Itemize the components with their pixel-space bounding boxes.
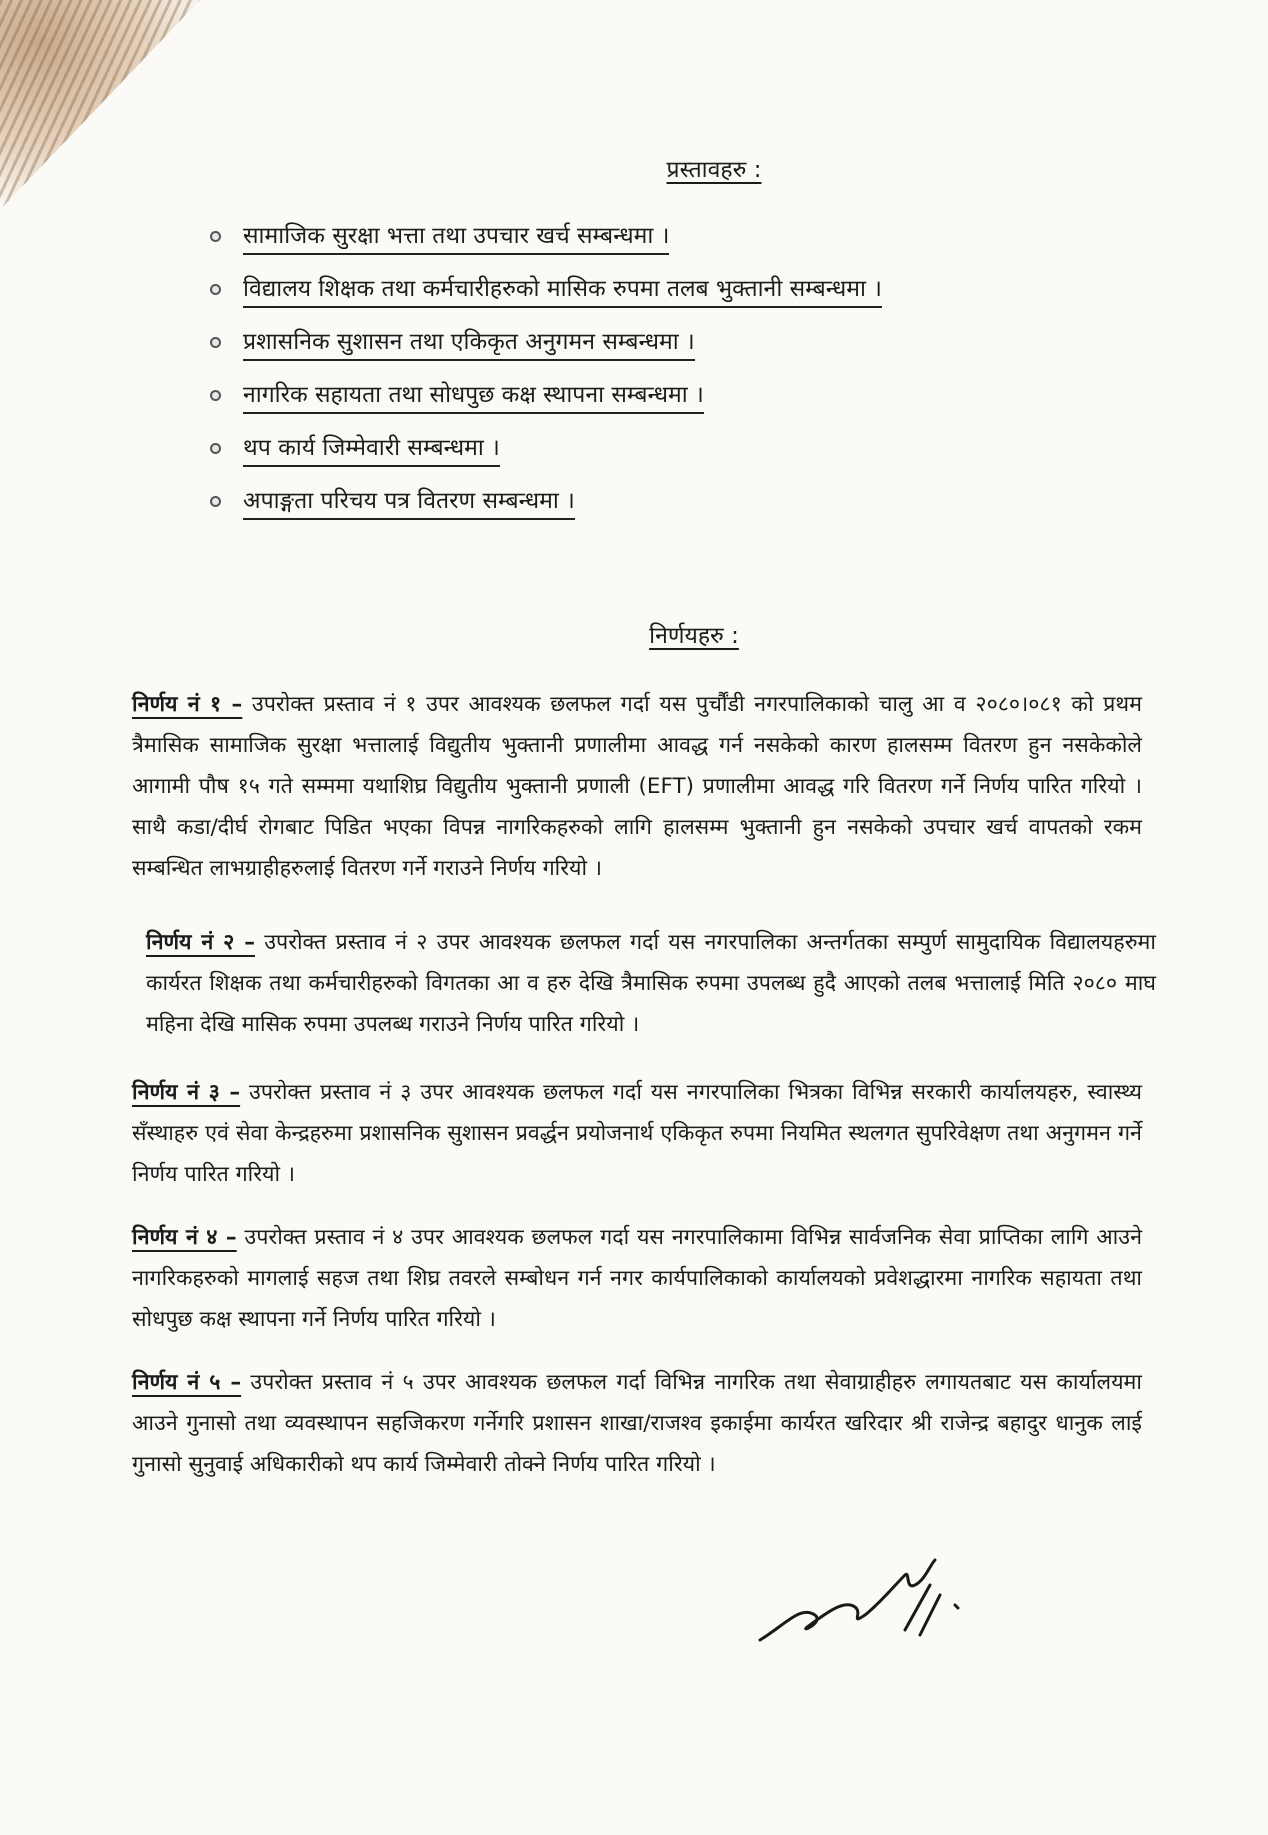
signature-icon bbox=[755, 1545, 995, 1655]
circle-bullet-icon bbox=[210, 390, 221, 401]
proposals-heading: प्रस्तावहरु : bbox=[666, 157, 762, 183]
decision-text: उपरोक्त प्रस्ताव नं २ उपर आवश्यक छलफल गर्दा यस नगरपालिका अन्तर्गतका सम्पुर्ण सामुदायिक विद्यालयहरुमा कार्यरत शिक्षक तथा कर्मचारीहरुको विगतका आ व हरु देखि त्रैमासिक रुपमा उपलब्ध हुदै आएको तलब भत्तालाई मिति २०८० माघ महिना देखि मासिक रुपमा उपलब्ध गराउने निर्णय पारित गरियो । bbox=[146, 929, 1156, 1037]
proposal-text: विद्यालय शिक्षक तथा कर्मचारीहरुको मासिक रुपमा तलब भुक्तानी सम्बन्धमा । bbox=[243, 271, 882, 308]
list-item bbox=[210, 210, 882, 263]
decision-label: निर्णय नं २ – bbox=[146, 929, 255, 955]
proposal-text: प्रशासनिक सुशासन तथा एकिकृत अनुगमन सम्बन्धमा । bbox=[243, 324, 695, 361]
decision-text: उपरोक्त प्रस्ताव नं ३ उपर आवश्यक छलफल गर्दा यस नगरपालिका भित्रका विभिन्न सरकारी कार्यालयहरु, स्वास्थ्य सँस्थाहरु एवं सेवा केन्द्रहरुमा प्रशासनिक सुशासन प्रवर्द्धन प्रयोजनार्थ एकिकृत रुपमा नियमित स्थलगत सुपरिवेक्षण तथा अनुगमन गर्ने निर्णय पारित गरियो । bbox=[132, 1079, 1142, 1187]
decision-text: उपरोक्त प्रस्ताव नं ५ उपर आवश्यक छलफल गर्दा विभिन्न नागरिक तथा सेवाग्राहीहरु लगायतबाट यस कार्यालयमा आउने गुनासो तथा व्यवस्थापन सहजिकरण गर्नेगरि प्रशासन शाखा/राजश्व इकाईमा कार्यरत खरिदार श्री राजेन्द्र बहादुर धानुक लाई गुनासो सुनुवाई अधिकारीको थप कार्य जिम्मेवारी तोक्ने निर्णय पारित गरियो । bbox=[132, 1369, 1142, 1477]
proposal-text: थप कार्य जिम्मेवारी सम्बन्धमा । bbox=[243, 430, 500, 467]
decision-label: निर्णय नं ३ – bbox=[132, 1079, 241, 1105]
decision-label: निर्णय नं ५ – bbox=[132, 1369, 242, 1395]
proposal-text: अपाङ्गता परिचय पत्र वितरण सम्बन्धमा । bbox=[243, 483, 575, 520]
decision-label: निर्णय नं १ – bbox=[132, 691, 243, 717]
decision-paragraph-3 bbox=[132, 1072, 1142, 1195]
decision-paragraph-2 bbox=[146, 922, 1156, 1045]
proposal-text: नागरिक सहायता तथा सोधपुछ कक्ष स्थापना सम्बन्धमा । bbox=[243, 377, 704, 414]
list-item bbox=[210, 422, 882, 475]
circle-bullet-icon bbox=[210, 496, 221, 507]
list-item bbox=[210, 263, 882, 316]
circle-bullet-icon bbox=[210, 337, 221, 348]
decision-paragraph-4 bbox=[132, 1217, 1142, 1340]
circle-bullet-icon bbox=[210, 284, 221, 295]
decision-text: उपरोक्त प्रस्ताव नं १ उपर आवश्यक छलफल गर्दा यस पुर्चौंडी नगरपालिकाको चालु आ व २०८०।०८१ को प्रथम त्रैमासिक सामाजिक सुरक्षा भत्तालाई विद्युतीय भुक्तानी प्रणालीमा आवद्ध गर्न नसकेको कारण हालसम्म वितरण हुन नसकेकोले आगामी पौष १५ गते सम्ममा यथाशिघ्र विद्युतीय भुक्तानी प्रणाली (EFT) प्रणालीमा आवद्ध गरि वितरण गर्ने निर्णय पारित गरियो । साथै कडा/दीर्घ रोगबाट पिडित भएका विपन्न नागरिकहरुको लागि हालसम्म भुक्तानी हुन नसकेको उपचार खर्च वापतको रकम सम्बन्धित लाभग्राहीहरुलाई वितरण गर्ने गराउने निर्णय गरियो । bbox=[132, 691, 1142, 881]
list-item bbox=[210, 369, 882, 422]
circle-bullet-icon bbox=[210, 231, 221, 242]
decision-text: उपरोक्त प्रस्ताव नं ४ उपर आवश्यक छलफल गर्दा यस नगरपालिकामा विभिन्न सार्वजनिक सेवा प्राप्तिका लागि आउने नागरिकहरुको मागलाई सहज तथा शिघ्र तवरले सम्बोधन गर्न नगर कार्यपालिकाको कार्यालयको प्रवेशद्धारमा नागरिक सहायता तथा सोधपुछ कक्ष स्थापना गर्ने निर्णय पारित गरियो । bbox=[132, 1224, 1142, 1332]
decision-label: निर्णय नं ४ – bbox=[132, 1224, 237, 1250]
decisions-heading: निर्णयहरु : bbox=[649, 623, 739, 649]
list-item bbox=[210, 316, 882, 369]
decision-paragraph-5 bbox=[132, 1362, 1142, 1485]
list-item bbox=[210, 475, 882, 528]
proposals-list bbox=[210, 210, 882, 528]
proposal-text: सामाजिक सुरक्षा भत्ता तथा उपचार खर्च सम्बन्धमा । bbox=[243, 218, 669, 255]
decision-paragraph-1 bbox=[132, 684, 1142, 889]
circle-bullet-icon bbox=[210, 443, 221, 454]
